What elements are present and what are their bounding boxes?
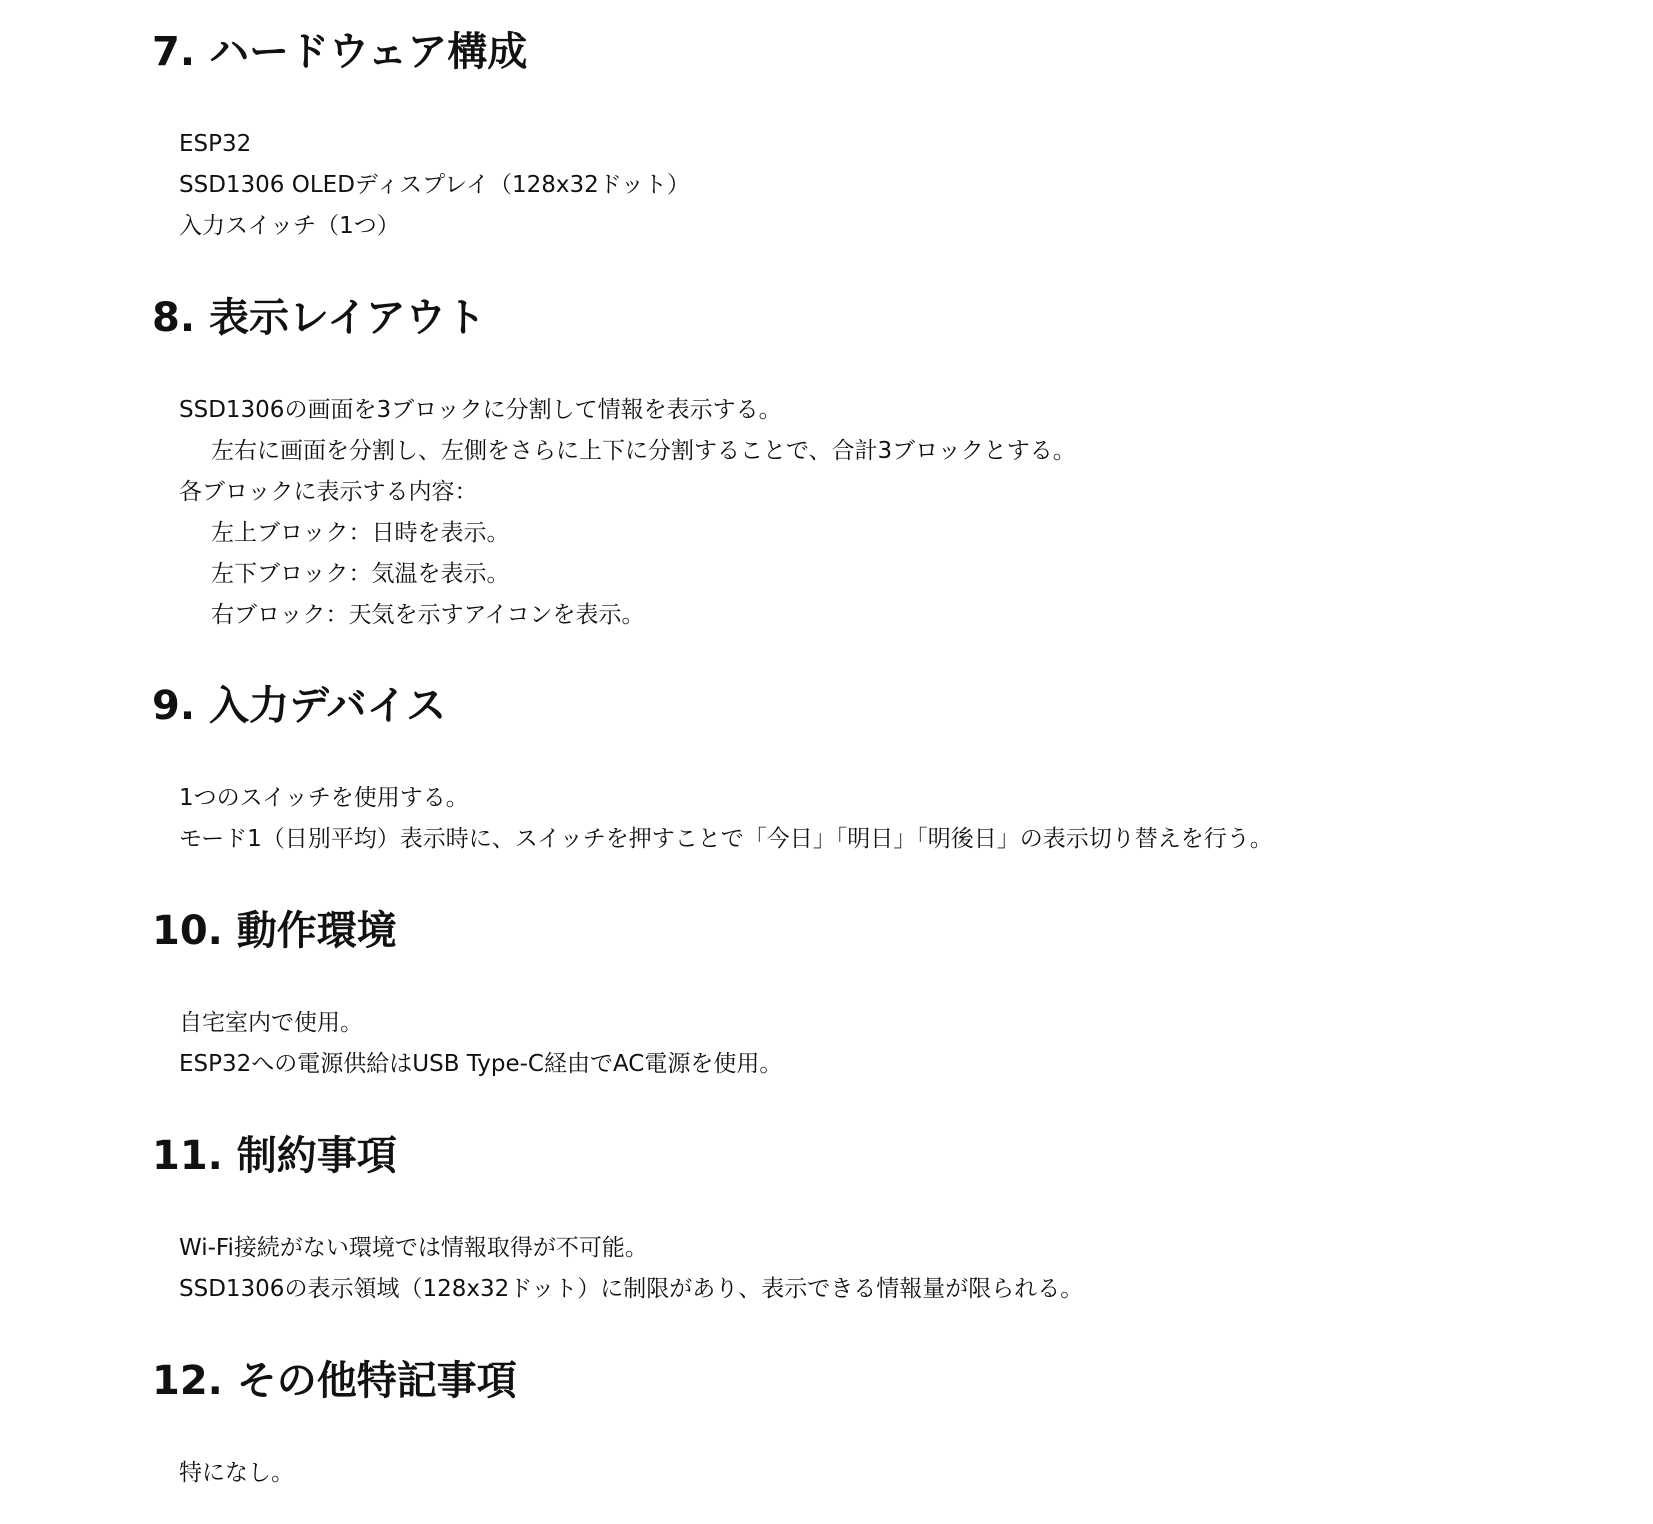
section-body [179,778,1559,860]
section-heading: 12. その他特記事項 [152,1358,517,1404]
section-input-device [152,680,1552,852]
section-display-layout [152,292,1552,628]
section-heading: 9. 入力デバイス [152,683,447,729]
list-item: ESP32への電源供給はUSB Type-C経由でAC電源を使用。 [179,1051,783,1077]
section-heading: 7. ハードウェア構成 [152,29,528,75]
list-item: 特になし。 [179,1460,294,1486]
section-environment [152,905,1552,1077]
section-body [179,124,1559,247]
section-hardware [152,26,1552,239]
list-item: 左上ブロック：日時を表示。 [211,520,510,546]
list-item: 右ブロック：天気を示すアイコンを表示。 [211,602,645,628]
section-other-notes [152,1355,1552,1486]
section-body [179,1453,1559,1494]
list-item: モード1（日別平均）表示時に、スイッチを押すことで「今日」「明日」「明後日」の表示切り替えを行う。 [179,826,1273,852]
list-item: SSD1306の画面を3ブロックに分割して情報を表示する。 [179,397,782,423]
list-item: ESP32 [179,131,252,157]
section-heading: 11. 制約事項 [152,1133,397,1179]
list-item: 左下ブロック：気温を表示。 [211,561,510,587]
list-item: 1つのスイッチを使用する。 [179,785,469,811]
list-item: 自宅室内で使用。 [179,1010,363,1036]
section-body [179,1228,1559,1310]
section-heading: 10. 動作環境 [152,908,397,954]
list-item: SSD1306の表示領域（128x32ドット）に制限があり、表示できる情報量が限られる。 [179,1276,1084,1302]
section-constraints [152,1130,1552,1302]
list-item: SSD1306 OLEDディスプレイ（128x32ドット） [179,172,690,198]
list-item: 入力スイッチ（1つ） [179,213,400,239]
list-item: Wi-Fi接続がない環境では情報取得が不可能。 [179,1235,648,1261]
list-item: 各ブロックに表示する内容： [179,479,478,505]
section-body [179,390,1559,636]
section-heading: 8. 表示レイアウト [152,295,486,341]
section-body [179,1003,1559,1085]
list-item: 左右に画面を分割し、左側をさらに上下に分割することで、合計3ブロックとする。 [211,438,1076,464]
